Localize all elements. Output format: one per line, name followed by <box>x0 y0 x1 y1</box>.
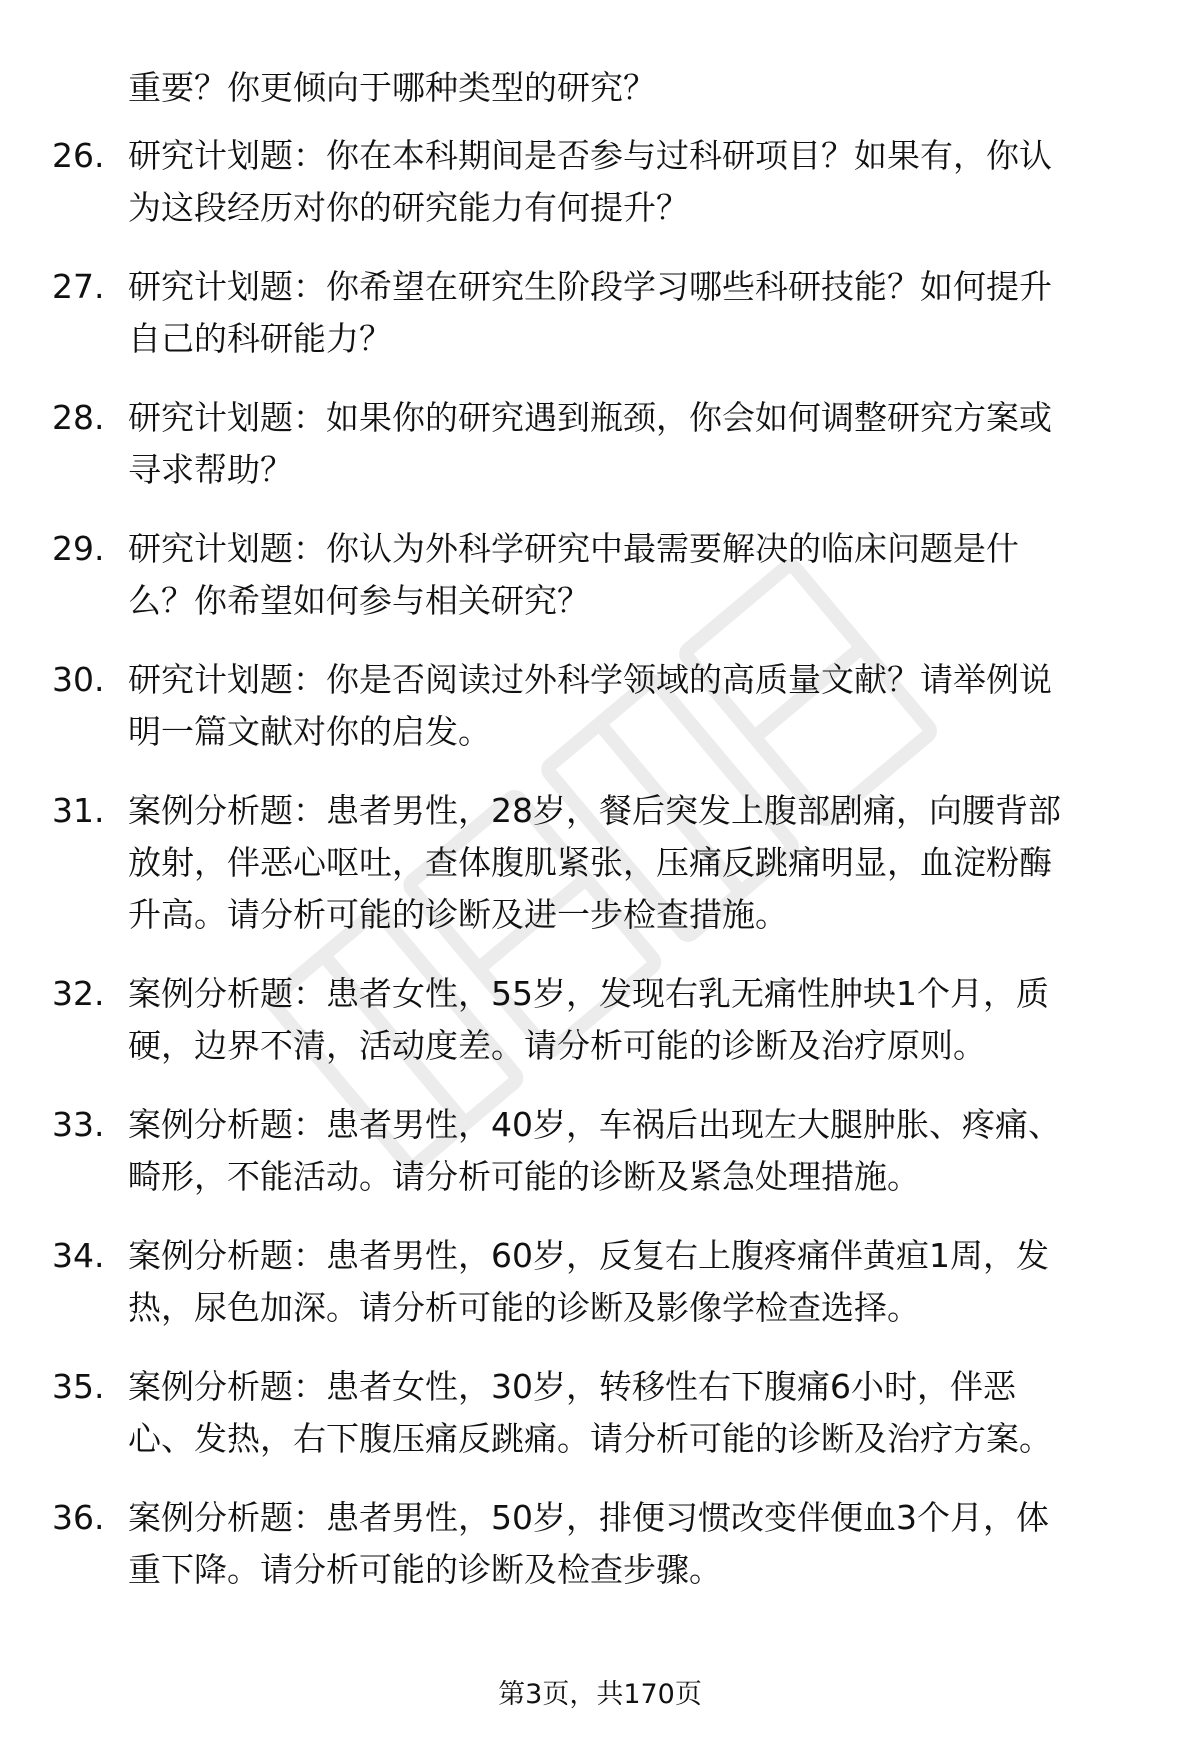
question-text <box>128 1492 1148 1596</box>
question-text <box>128 261 1148 365</box>
question-text-line: 升高。请分析可能的诊断及进一步检查措施。 <box>128 895 788 934</box>
question-text <box>128 1230 1148 1334</box>
question-text-line: 研究计划题：你希望在研究生阶段学习哪些科研技能？如何提升 <box>128 267 1052 306</box>
question-text-line: 自己的科研能力？ <box>128 319 392 358</box>
question-number: 32. <box>52 974 105 1013</box>
question-text-line: 研究计划题：如果你的研究遇到瓶颈，你会如何调整研究方案或 <box>128 398 1052 437</box>
question-text-line: 重下降。请分析可能的诊断及检查步骤。 <box>128 1550 722 1589</box>
question-number: 28. <box>52 398 105 437</box>
question-text-line: 放射，伴恶心呕吐，查体腹肌紧张，压痛反跳痛明显，血淀粉酶 <box>128 843 1052 882</box>
question-number: 35. <box>52 1367 105 1406</box>
question-text <box>128 785 1148 941</box>
question-number: 33. <box>52 1105 105 1144</box>
question-text-line: 为这段经历对你的研究能力有何提升？ <box>128 188 689 227</box>
question-text-line: 研究计划题：你在本科期间是否参与过科研项目？如果有，你认 <box>128 136 1052 175</box>
question-text-line: 案例分析题：患者男性，40岁，车祸后出现左大腿肿胀、疼痛、 <box>128 1105 1061 1144</box>
question-number: 26. <box>52 136 105 175</box>
question-text-line: 明一篇文献对你的启发。 <box>128 712 491 751</box>
question-text-line: 案例分析题：患者女性，55岁，发现右乳无痛性肿块1个月，质 <box>128 974 1049 1013</box>
question-text <box>128 654 1148 758</box>
question-text-line: 热，尿色加深。请分析可能的诊断及影像学检查选择。 <box>128 1288 920 1327</box>
question-text-line: 案例分析题：患者男性，60岁，反复右上腹疼痛伴黄疸1周，发 <box>128 1236 1049 1275</box>
question-text <box>128 968 1148 1072</box>
continued-question-text: 重要？你更倾向于哪种类型的研究？ <box>128 68 656 107</box>
question-number: 30. <box>52 660 105 699</box>
question-text <box>128 1099 1148 1203</box>
question-text-line: 硬，边界不清，活动度差。请分析可能的诊断及治疗原则。 <box>128 1026 986 1065</box>
question-text-line: 心、发热，右下腹压痛反跳痛。请分析可能的诊断及治疗方案。 <box>128 1419 1052 1458</box>
question-number: 31. <box>52 791 105 830</box>
question-number: 36. <box>52 1498 105 1537</box>
question-text-line: 研究计划题：你认为外科学研究中最需要解决的临床问题是什 <box>128 529 1019 568</box>
question-text-line: 案例分析题：患者女性，30岁，转移性右下腹痛6小时，伴恶 <box>128 1367 1016 1406</box>
question-number: 29. <box>52 529 105 568</box>
question-text <box>128 392 1148 496</box>
question-text <box>128 1361 1148 1465</box>
question-text-line: 案例分析题：患者男性，28岁，餐后突发上腹部剧痛，向腰背部 <box>128 791 1061 830</box>
question-text-line: 寻求帮助？ <box>128 450 293 489</box>
question-number: 27. <box>52 267 105 306</box>
question-text <box>128 130 1148 234</box>
page-footer: 第3页，共170页 <box>498 1679 702 1710</box>
question-text-line: 研究计划题：你是否阅读过外科学领域的高质量文献？请举例说 <box>128 660 1052 699</box>
question-number: 34. <box>52 1236 105 1275</box>
question-text-line: 畸形，不能活动。请分析可能的诊断及紧急处理措施。 <box>128 1157 920 1196</box>
question-text <box>128 523 1148 627</box>
question-text-line: 案例分析题：患者男性，50岁，排便习惯改变伴便血3个月，体 <box>128 1498 1049 1537</box>
question-text-line: 么？你希望如何参与相关研究？ <box>128 581 590 620</box>
